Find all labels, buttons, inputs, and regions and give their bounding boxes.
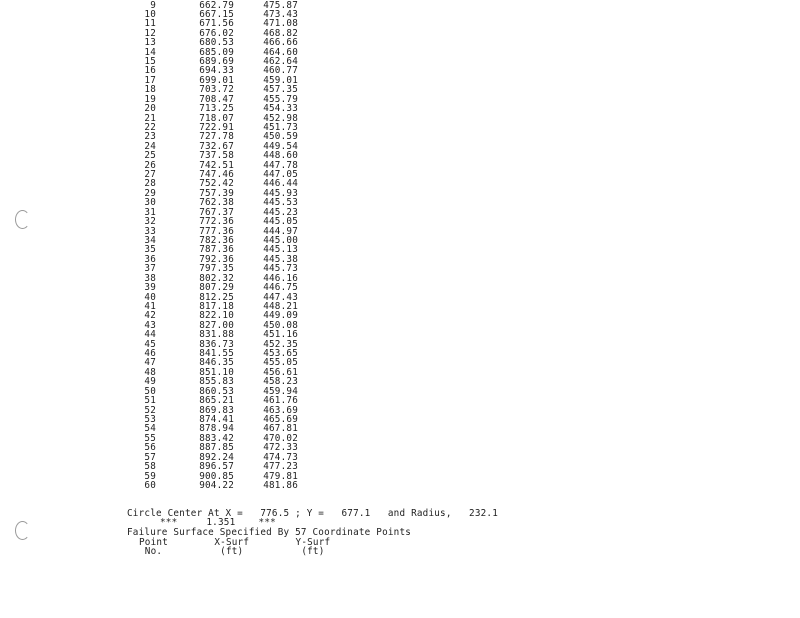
x-surf-value: 892.24: [199, 451, 234, 463]
point-number: 51: [144, 395, 156, 407]
y-surf-value: 447.78: [263, 159, 298, 171]
point-number: 14: [144, 46, 156, 58]
x-surf-value: 836.73: [199, 338, 234, 350]
x-surf-value: 874.41: [199, 413, 234, 425]
point-number: 11: [144, 18, 156, 30]
point-number: 45: [144, 338, 156, 350]
y-surf-value: 445.00: [263, 235, 298, 246]
x-surf-value: 900.85: [199, 470, 234, 482]
x-surf-value: 787.36: [199, 244, 234, 256]
x-surf-value: 896.57: [199, 461, 234, 473]
y-surf-value: 471.08: [263, 18, 298, 30]
surface-title: Failure Surface Specified By 57 Coordinate Points: [127, 527, 412, 538]
punch-hole-mark: [15, 210, 30, 229]
x-surf-value: 851.10: [199, 366, 234, 378]
y-surf-value: 448.60: [263, 150, 298, 162]
y-surf-value: 456.61: [263, 366, 298, 378]
x-surf-value: 742.51: [199, 159, 234, 171]
y-surf-value: 444.97: [263, 225, 298, 237]
y-surf-value: 447.43: [263, 291, 298, 303]
y-surf-value: 445.23: [263, 206, 298, 218]
point-number: 16: [144, 65, 156, 77]
point-number: 46: [144, 348, 156, 360]
y-surf-value: 457.35: [263, 84, 298, 96]
x-surf-value: 762.38: [199, 197, 234, 209]
y-surf-value: 451.73: [263, 121, 298, 133]
x-surf-value: 812.25: [199, 291, 234, 303]
point-number: 33: [144, 225, 156, 237]
point-number: 24: [144, 140, 156, 152]
x-surf-value: 689.69: [199, 56, 234, 68]
y-surf-value: 479.81: [263, 470, 298, 482]
x-surf-value: 671.56: [199, 18, 234, 30]
y-surf-value: 449.54: [263, 140, 298, 152]
point-number: 20: [144, 103, 156, 115]
y-surf-value: 452.35: [263, 338, 298, 350]
x-surf-value: 802.32: [199, 272, 234, 284]
point-number: 43: [144, 319, 156, 331]
point-number: 48: [144, 366, 156, 378]
x-surf-value: 699.01: [199, 74, 234, 86]
x-surf-value: 822.10: [199, 310, 234, 322]
y-surf-value: 460.77: [263, 65, 298, 77]
point-number: 30: [144, 197, 156, 209]
point-number: 56: [144, 442, 156, 454]
point-number: 15: [144, 56, 156, 68]
y-surf-value: 455.05: [263, 357, 298, 369]
point-number: 32: [144, 216, 156, 228]
y-surf-value: 459.94: [263, 385, 298, 397]
x-surf-value: 777.36: [199, 225, 234, 237]
point-number: 60: [144, 479, 156, 491]
x-surf-value: 713.25: [199, 103, 234, 115]
x-surf-value: 685.09: [199, 46, 234, 58]
y-surf-value: 477.23: [263, 461, 298, 473]
y-surf-value: 445.13: [263, 244, 298, 256]
column-header-row2: No. (ft) (ft): [139, 546, 325, 557]
factor-of-safety-line: *** 1.351 ***: [160, 517, 276, 528]
x-surf-value: 887.85: [199, 442, 234, 454]
y-surf-value: 455.79: [263, 93, 298, 105]
x-surf-value: 703.72: [199, 84, 234, 96]
point-number: 54: [144, 423, 156, 435]
point-number: 34: [144, 235, 156, 246]
y-surf-value: 445.38: [263, 253, 298, 265]
y-surf-value: 463.69: [263, 404, 298, 416]
y-surf-value: 474.73: [263, 451, 298, 463]
point-number: 38: [144, 272, 156, 284]
point-number: 25: [144, 150, 156, 162]
point-number: 53: [144, 413, 156, 425]
point-number: 44: [144, 329, 156, 341]
y-surf-value: 465.69: [263, 413, 298, 425]
y-surf-value: 450.08: [263, 319, 298, 331]
point-number: 18: [144, 84, 156, 96]
point-number: 21: [144, 112, 156, 124]
x-surf-value: 727.78: [199, 131, 234, 143]
x-surf-value: 722.91: [199, 121, 234, 133]
point-number: 37: [144, 263, 156, 275]
point-number: 26: [144, 159, 156, 171]
y-surf-value: 472.33: [263, 442, 298, 454]
y-surf-value: 453.65: [263, 348, 298, 360]
y-surf-value: 446.75: [263, 282, 298, 294]
x-surf-value: 797.35: [199, 263, 234, 275]
y-surf-value: 473.43: [263, 8, 298, 20]
x-surf-value: 772.36: [199, 216, 234, 228]
point-number: 42: [144, 310, 156, 322]
y-surf-value: 454.33: [263, 103, 298, 115]
point-number: 57: [144, 451, 156, 463]
y-surf-value: 445.53: [263, 197, 298, 209]
point-number: 13: [144, 37, 156, 49]
x-surf-value: 747.46: [199, 169, 234, 181]
y-surf-value: 445.73: [263, 263, 298, 275]
y-surf-value: 470.02: [263, 432, 298, 444]
point-number: 22: [144, 121, 156, 133]
x-surf-value: 807.29: [199, 282, 234, 294]
point-number: 49: [144, 376, 156, 388]
x-surf-value: 878.94: [199, 423, 234, 435]
y-surf-value: 468.82: [263, 27, 298, 39]
point-number: 27: [144, 169, 156, 181]
x-surf-value: 767.37: [199, 206, 234, 218]
x-surf-value: 841.55: [199, 348, 234, 360]
x-surf-value: 831.88: [199, 329, 234, 341]
x-surf-value: 827.00: [199, 319, 234, 331]
x-surf-value: 718.07: [199, 112, 234, 124]
point-number: 28: [144, 178, 156, 190]
point-number: 12: [144, 27, 156, 39]
point-number: 36: [144, 253, 156, 265]
x-surf-value: 883.42: [199, 432, 234, 444]
column-header-row1: Point X-Surf Y-Surf: [139, 537, 331, 548]
y-surf-value: 448.21: [263, 300, 298, 312]
point-number: 29: [144, 187, 156, 199]
x-surf-value: 855.83: [199, 376, 234, 388]
y-surf-value: 447.05: [263, 169, 298, 181]
point-number: 9: [150, 0, 156, 11]
y-surf-value: 451.16: [263, 329, 298, 341]
x-surf-value: 869.83: [199, 404, 234, 416]
y-surf-value: 481.86: [263, 479, 298, 491]
y-surf-value: 464.60: [263, 46, 298, 58]
x-surf-value: 865.21: [199, 395, 234, 407]
x-surf-value: 860.53: [199, 385, 234, 397]
point-number: 52: [144, 404, 156, 416]
point-number: 55: [144, 432, 156, 444]
x-surf-value: 782.36: [199, 235, 234, 246]
x-surf-value: 708.47: [199, 93, 234, 105]
point-number: 50: [144, 385, 156, 397]
point-number: 41: [144, 300, 156, 312]
y-surf-value: 461.76: [263, 395, 298, 407]
y-surf-value: 475.87: [263, 0, 298, 11]
circle-center-line: Circle Center At X = 776.5 ; Y = 677.1 and Radius, 232.1: [127, 508, 499, 519]
point-number: 19: [144, 93, 156, 105]
point-number: 17: [144, 74, 156, 86]
point-number: 35: [144, 244, 156, 256]
y-surf-value: 445.93: [263, 187, 298, 199]
y-surf-value: 446.44: [263, 178, 298, 190]
y-surf-value: 462.64: [263, 56, 298, 68]
y-surf-value: 445.05: [263, 216, 298, 228]
punch-hole-mark: [15, 521, 30, 540]
y-surf-value: 459.01: [263, 74, 298, 86]
y-surf-value: 458.23: [263, 376, 298, 388]
x-surf-value: 757.39: [199, 187, 234, 199]
point-number: 39: [144, 282, 156, 294]
x-surf-value: 732.67: [199, 140, 234, 152]
x-surf-value: 694.33: [199, 65, 234, 77]
x-surf-value: 737.58: [199, 150, 234, 162]
y-surf-value: 452.98: [263, 112, 298, 124]
y-surf-value: 450.59: [263, 131, 298, 143]
y-surf-value: 446.16: [263, 272, 298, 284]
x-surf-value: 904.22: [199, 479, 234, 491]
point-number: 23: [144, 131, 156, 143]
x-surf-value: 752.42: [199, 178, 234, 190]
point-number: 47: [144, 357, 156, 369]
y-surf-value: 449.09: [263, 310, 298, 322]
x-surf-value: 662.79: [199, 0, 234, 11]
x-surf-value: 792.36: [199, 253, 234, 265]
x-surf-value: 680.53: [199, 37, 234, 49]
y-surf-value: 467.81: [263, 423, 298, 435]
point-number: 10: [144, 8, 156, 20]
x-surf-value: 846.35: [199, 357, 234, 369]
point-number: 59: [144, 470, 156, 482]
point-number: 40: [144, 291, 156, 303]
y-surf-value: 466.66: [263, 37, 298, 49]
point-number: 58: [144, 461, 156, 473]
x-surf-value: 667.15: [199, 8, 234, 20]
x-surf-value: 817.18: [199, 300, 234, 312]
x-surf-value: 676.02: [199, 27, 234, 39]
point-number: 31: [144, 206, 156, 218]
